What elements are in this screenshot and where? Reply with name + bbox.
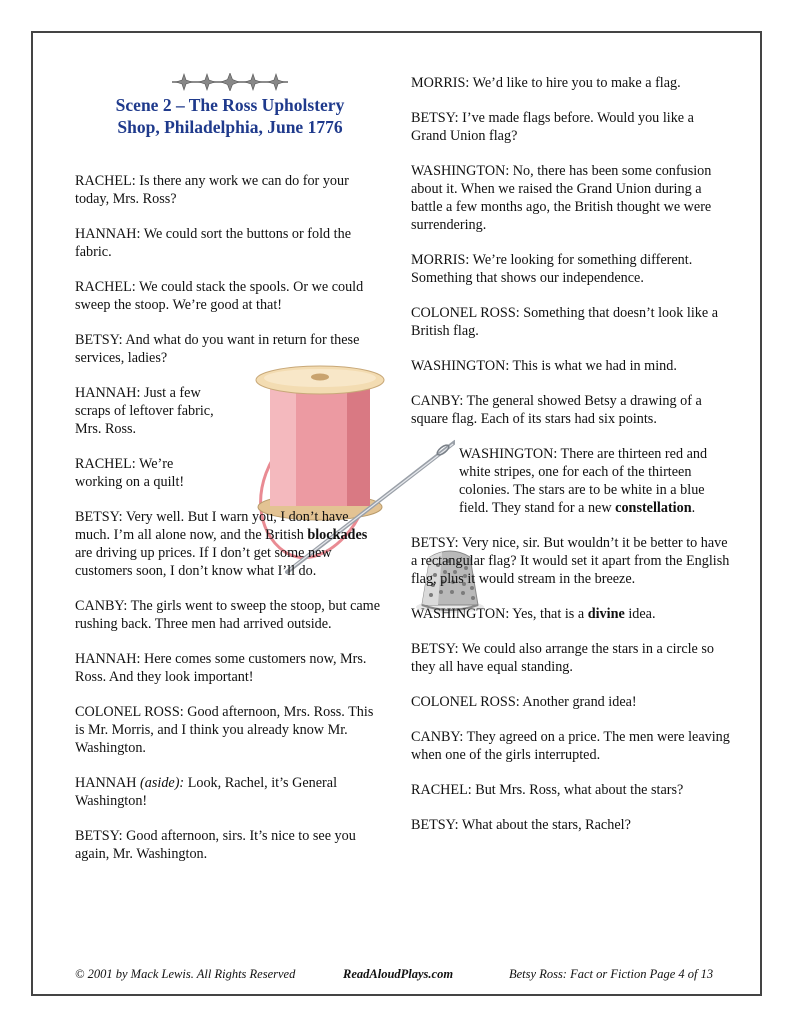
- dialogue-line-blockades: [75, 508, 385, 580]
- dialogue-line-divine: [411, 605, 731, 623]
- dialogue-line: CANBY: The girls went to sweep the stoop, but came rushing back. Three men had arrived outside.: [75, 598, 380, 632]
- dialogue-line: COLONEL ROSS: Good afternoon, Mrs. Ross. This is Mr. Morris, and I think you already know Mr. Washington.: [75, 704, 374, 756]
- dialogue-line: HANNAH: We could sort the buttons or fold the fabric.: [75, 226, 352, 260]
- dialogue-line: BETSY: Good afternoon, sirs. It’s nice to see you again, Mr. Washington.: [75, 828, 356, 862]
- dialogue-line: MORRIS: We’d like to hire you to make a flag.: [411, 75, 681, 91]
- dialogue-line: MORRIS: We’re looking for something different. Something that shows our independence.: [411, 252, 693, 286]
- dialogue-line: RACHEL: We could stack the spools. Or we could sweep the stoop. We’re good at that!: [75, 279, 364, 313]
- text-run: BETSY: Very well. But I warn you, I don’t have much. I’m all alone now, and the British: [75, 509, 349, 543]
- dialogue-line: RACHEL: Is there any work we can do for your today, Mrs. Ross?: [75, 173, 349, 207]
- dialogue-line: BETSY: We could also arrange the stars in a circle so they all have equal standing.: [411, 641, 715, 675]
- vocab-word-divine: divine: [587, 606, 625, 622]
- dialogue-line-constellation: [411, 445, 719, 517]
- footer-page-number: Betsy Ross: Fact or Fiction Page 4 of 13: [509, 967, 714, 981]
- dialogue-line: HANNAH: Here comes some customers now, Mrs. Ross. And they look important!: [75, 651, 367, 685]
- footer-website-link[interactable]: ReadAloudPlays.com: [343, 967, 454, 981]
- vocab-word-constellation: constellation: [615, 500, 692, 516]
- scene-title: [70, 94, 390, 138]
- star-divider-ornament: [170, 73, 290, 91]
- scene-title-line2: Shop, Philadelphia, June 1776: [117, 117, 343, 137]
- dialogue-line: WASHINGTON: This is what we had in mind.: [411, 358, 677, 374]
- left-column: [75, 172, 385, 880]
- dialogue-line: BETSY: What about the stars, Rachel?: [411, 817, 631, 833]
- text-run: .: [691, 500, 696, 516]
- vocab-word-blockades: blockades: [307, 527, 368, 543]
- stage-direction-aside: (aside):: [140, 775, 185, 791]
- text-run: WASHINGTON: Yes, that is a: [411, 606, 588, 622]
- text-run: idea.: [624, 606, 656, 622]
- dialogue-line-aside: [75, 774, 385, 810]
- dialogue-line: BETSY: And what do you want in return for these services, ladies?: [75, 332, 360, 366]
- dialogue-line: BETSY: I’ve made flags before. Would you like a Grand Union flag?: [411, 110, 694, 144]
- dialogue-line: CANBY: The general showed Betsy a drawing of a square flag. Each of its stars had six points.: [411, 393, 702, 427]
- dialogue-line: COLONEL ROSS: Another grand idea!: [411, 694, 637, 710]
- dialogue-line: RACHEL: We’re working on a quilt!: [75, 456, 185, 490]
- scene-title-line1: Scene 2 – The Ross Upholstery: [115, 95, 345, 115]
- dialogue-line: COLONEL ROSS: Something that doesn’t look like a British flag.: [411, 305, 718, 339]
- dialogue-line: CANBY: They agreed on a price. The men were leaving when one of the girls interrupted.: [411, 729, 730, 763]
- text-run: WASHINGTON: There are thirteen red and white stripes, one for each of the thirteen colonies. The stars are to be white in a blue field. They stand for a new: [459, 446, 708, 516]
- dialogue-line: BETSY: Very nice, sir. But wouldn’t it be better to have a rectangular flag? It would set it apart from the English flag, plus it would stream in the breeze.: [411, 535, 730, 587]
- text-run: Look, Rachel, it’s General Washington!: [75, 775, 338, 809]
- dialogue-line: WASHINGTON: No, there has been some confusion about it. When we raised the Grand Union during a battle a few months ago, the British thought we were surrendering.: [411, 163, 712, 233]
- text-run: HANNAH: [75, 775, 141, 791]
- text-run: are driving up prices. If I don’t get some new customers soon, I don’t know what I’ll do.: [75, 545, 332, 579]
- footer-copyright: © 2001 by Mack Lewis. All Rights Reserved: [75, 967, 296, 981]
- right-column: [411, 74, 731, 851]
- dialogue-line: HANNAH: Just a few scraps of leftover fabric, Mrs. Ross.: [75, 385, 214, 437]
- dialogue-line: RACHEL: But Mrs. Ross, what about the stars?: [411, 782, 684, 798]
